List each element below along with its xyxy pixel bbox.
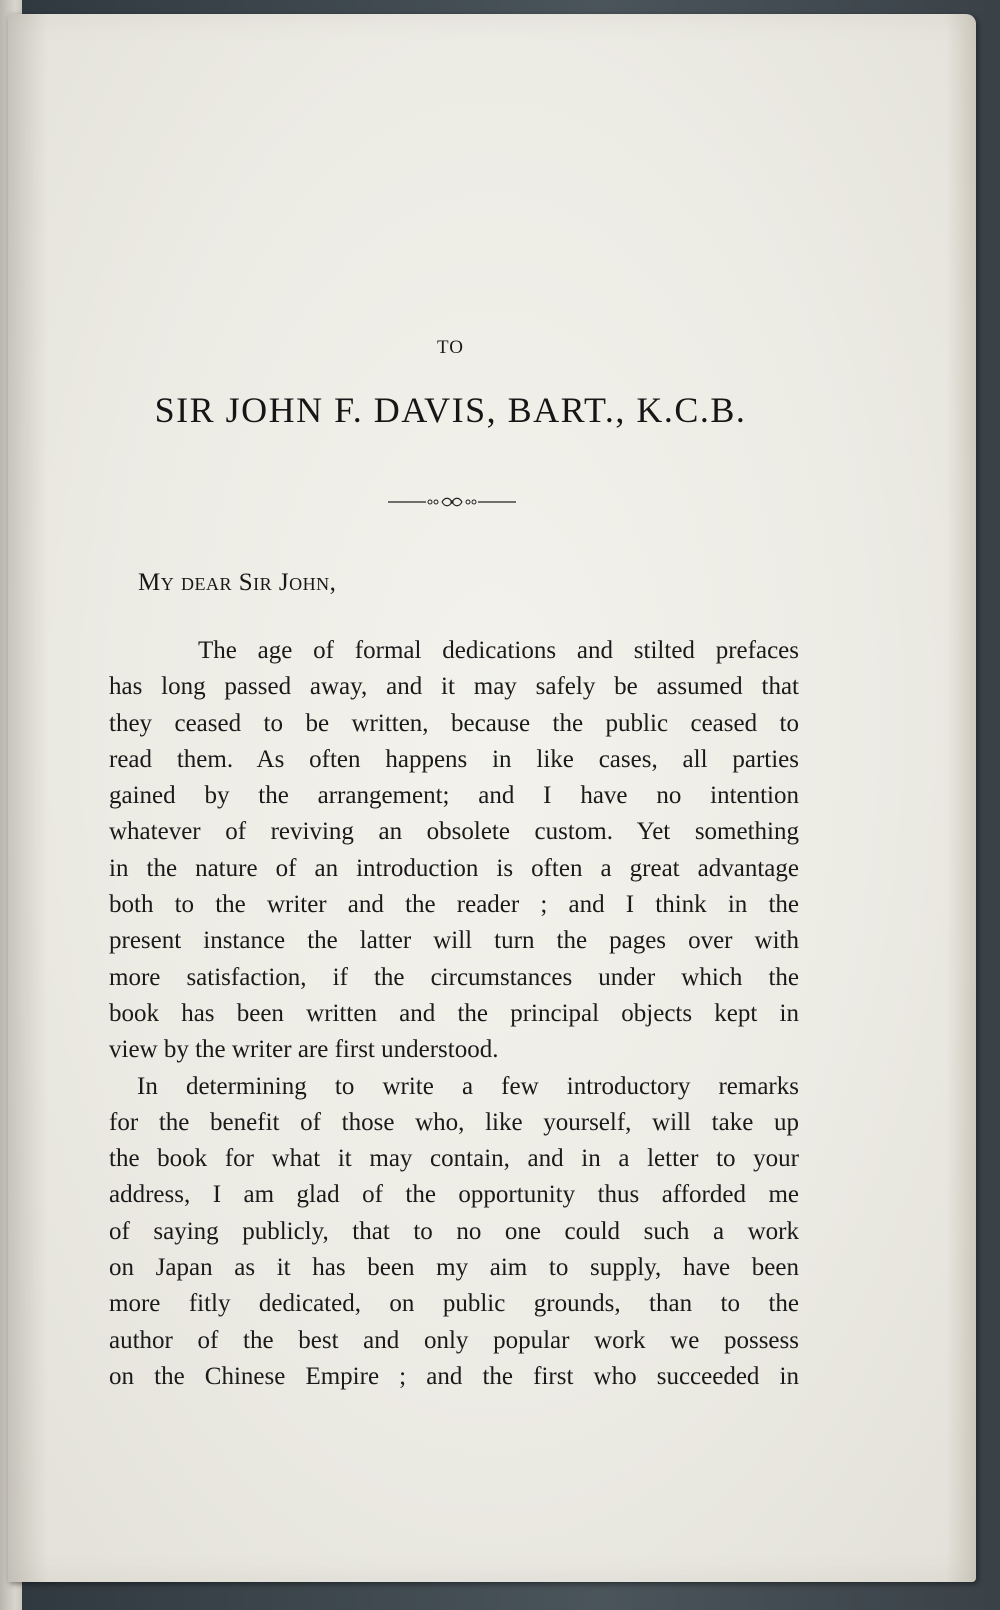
text-line: more fitly dedicated, on public grounds, than to the xyxy=(109,1290,799,1318)
text-line: the book for what it may contain, and in a letter to your xyxy=(109,1145,799,1173)
text-line: they ceased to be written, because the public ceased to xyxy=(109,709,799,737)
text-line: of saying publicly, that to no one could such a work xyxy=(109,1217,799,1245)
text-line: The age of formal dedications and stilted prefaces xyxy=(198,637,799,664)
dedicatee-heading: SIR JOHN F. DAVIS, BART., K.C.B. xyxy=(154,390,747,430)
text-line: view by the writer are first understood. xyxy=(109,1036,499,1064)
text-line: In determining to write a few introductory remarks xyxy=(137,1072,799,1100)
book-page xyxy=(8,14,976,1582)
text-line: present instance the latter will turn the pages over with xyxy=(109,927,799,955)
text-line: author of the best and only popular work we possess xyxy=(109,1326,799,1354)
letter-body xyxy=(109,633,799,1395)
text-line: on the Chinese Empire ; and the first who succeeded in xyxy=(109,1362,799,1390)
text-line: for the benefit of those who, like yourself, will take up xyxy=(109,1108,799,1136)
text-line: both to the writer and the reader ; and I think in the xyxy=(109,891,799,919)
text-line: read them. As often happens in like cases, all parties xyxy=(109,745,799,773)
salutation: My dear Sir John, xyxy=(138,569,337,596)
text-line: gained by the arrangement; and I have no intention xyxy=(109,782,799,810)
dedication-to-label: TO xyxy=(437,337,464,358)
text-line: book has been written and the principal objects kept in xyxy=(109,999,799,1027)
text-line: address, I am glad of the opportunity thus afforded me xyxy=(109,1181,799,1209)
text-line: more satisfaction, if the circumstances under which the xyxy=(109,963,799,991)
text-line: whatever of reviving an obsolete custom. Yet something xyxy=(109,818,799,846)
ornament-rule-icon xyxy=(388,495,516,509)
text-line: in the nature of an introduction is often a great advantage xyxy=(109,854,799,882)
text-line: on Japan as it has been my aim to supply, have been xyxy=(109,1254,799,1282)
text-line: has long passed away, and it may safely be assumed that xyxy=(109,673,799,701)
